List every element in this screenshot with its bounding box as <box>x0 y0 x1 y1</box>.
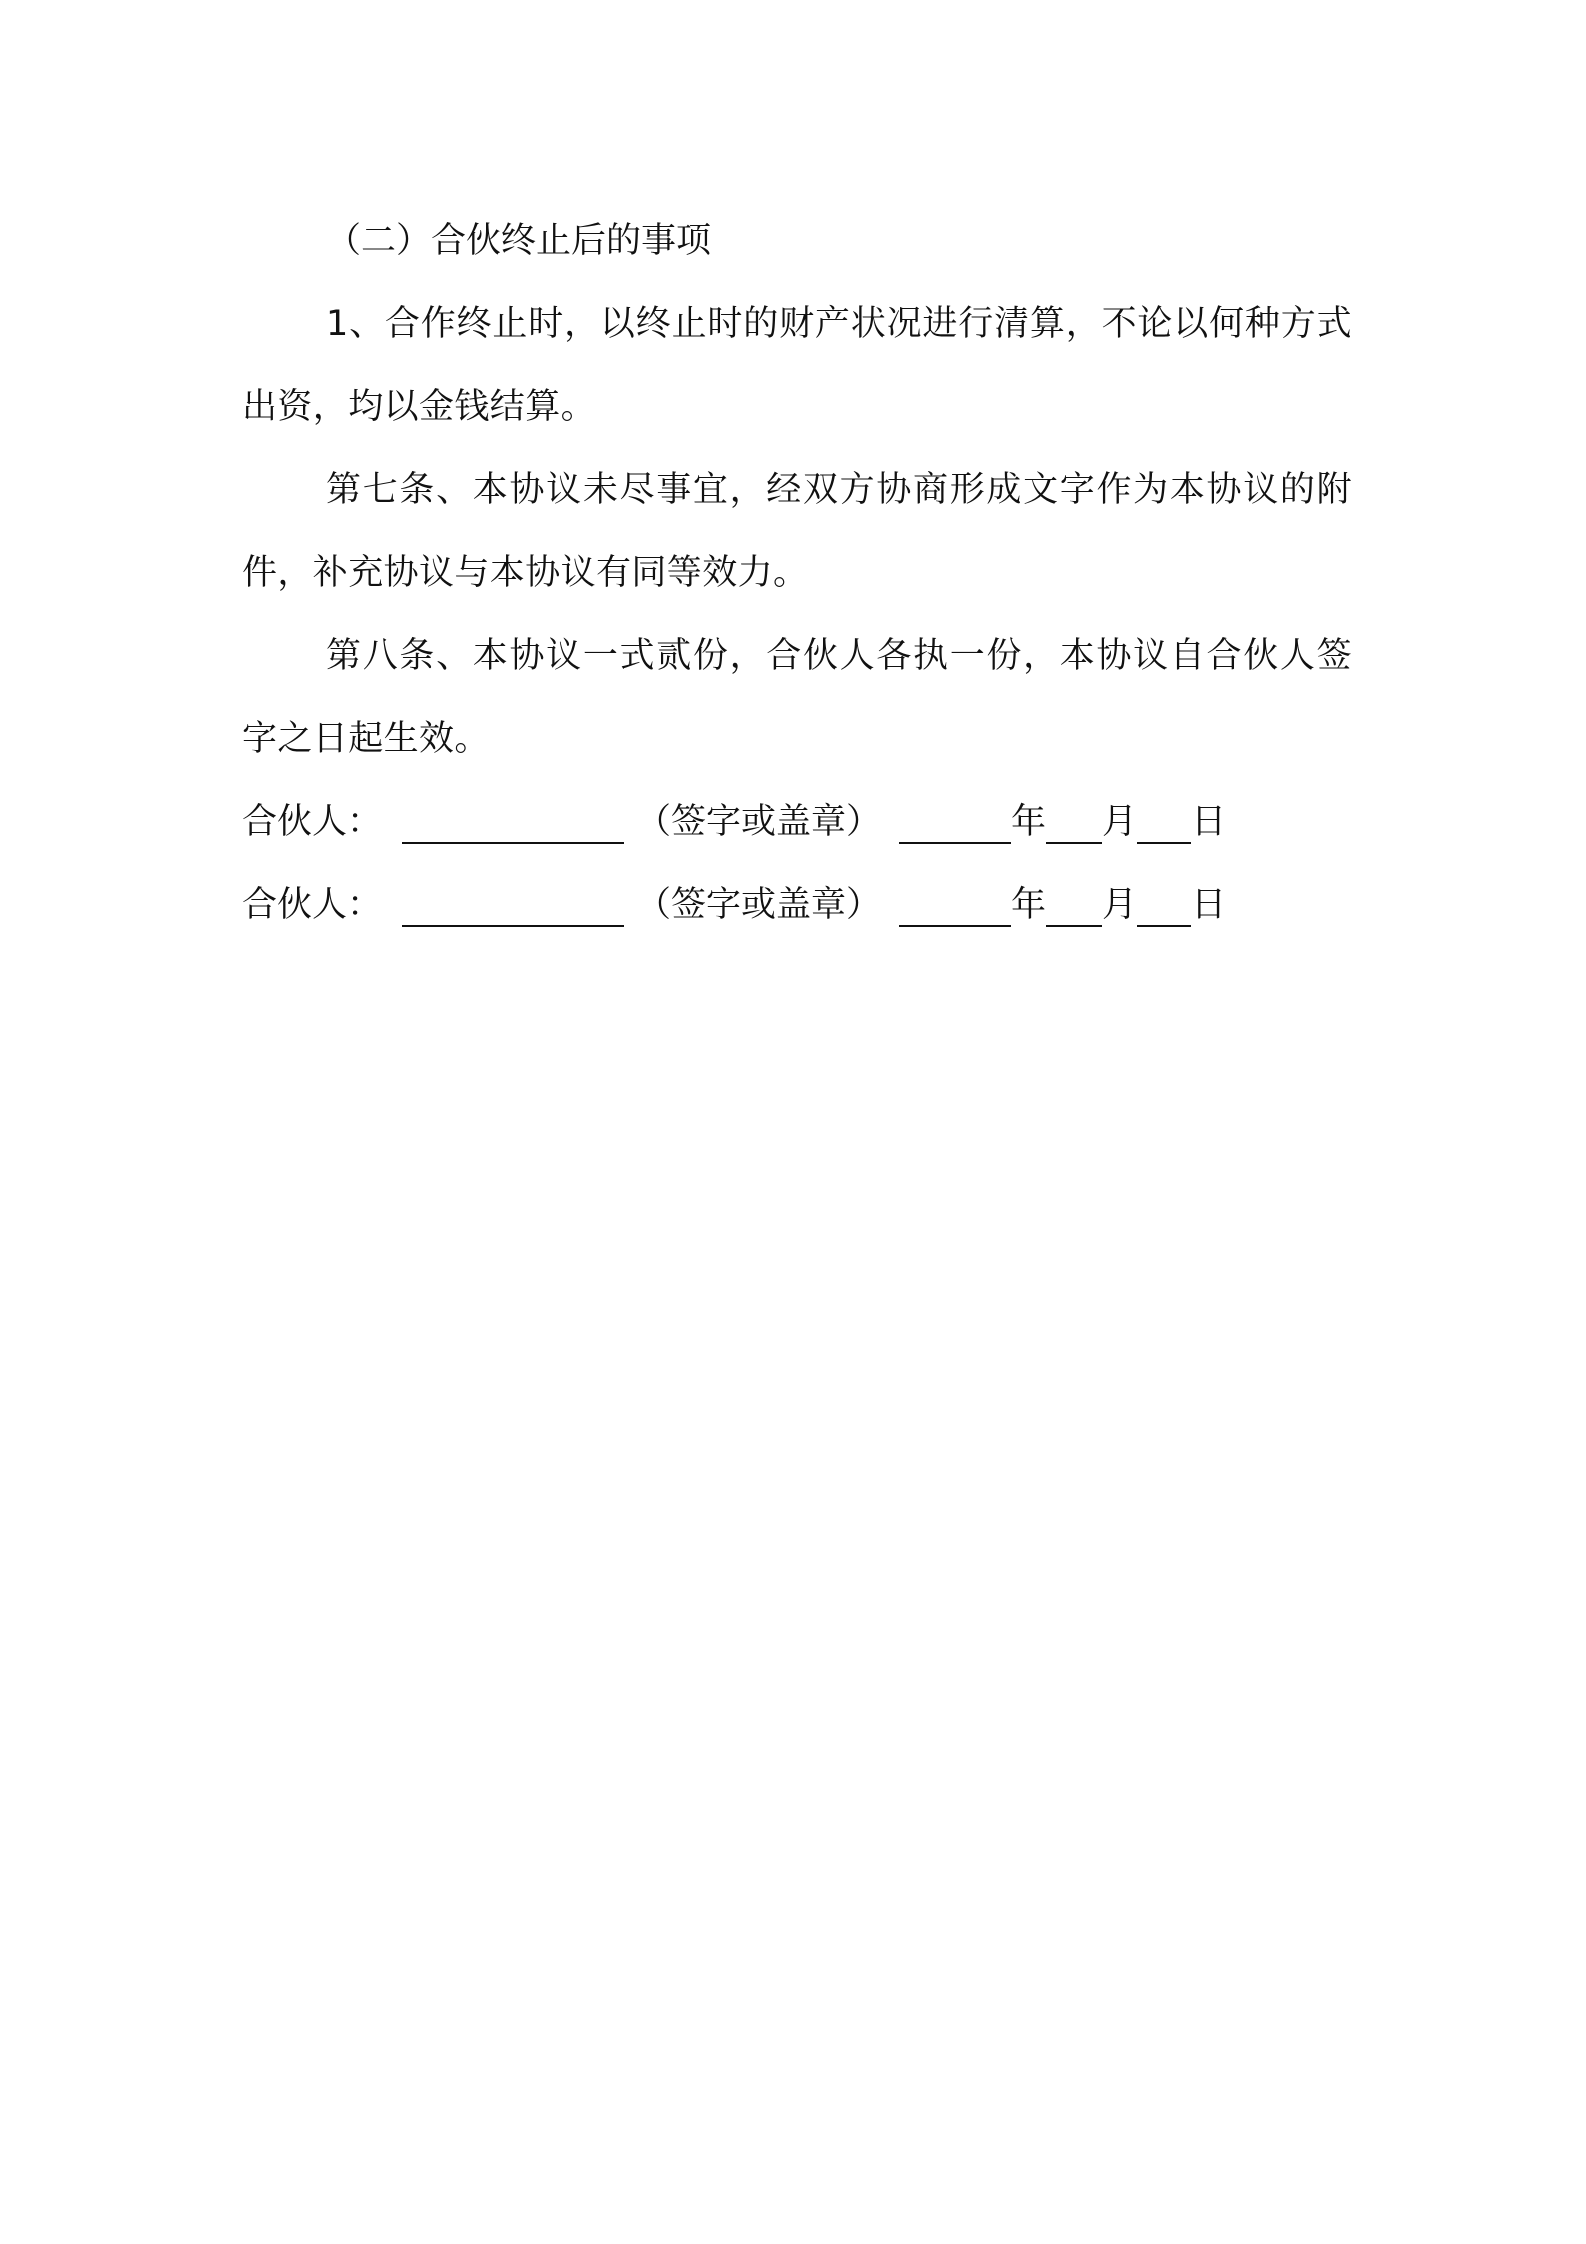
partner-label: 合伙人： <box>242 885 383 925</box>
day-label: 日 <box>1191 802 1227 842</box>
partner-label: 合伙人： <box>242 802 383 842</box>
year-label: 年 <box>1011 802 1047 842</box>
year-blank <box>899 816 1011 844</box>
month-label: 月 <box>1102 885 1138 925</box>
sign-or-seal-note: （签字或盖章） <box>636 802 882 842</box>
year-blank <box>899 899 1011 927</box>
signature-line <box>242 864 1352 947</box>
signature-line <box>242 781 1352 864</box>
paragraph-article-seven: 第七条、本协议未尽事宜，经双方协商形成文字作为本协议的附件，补充协议与本协议有同等效力。 <box>242 470 1352 593</box>
section-heading: （二）合伙终止后的事项 <box>326 221 712 261</box>
sign-or-seal-note: （签字或盖章） <box>636 885 882 925</box>
month-blank <box>1046 899 1102 927</box>
day-label: 日 <box>1191 885 1227 925</box>
year-label: 年 <box>1011 885 1047 925</box>
document-body <box>242 200 1352 947</box>
month-blank <box>1046 816 1102 844</box>
day-blank <box>1137 816 1191 844</box>
paragraph-liquidation: 1、合作终止时，以终止时的财产状况进行清算，不论以何种方式出资，均以金钱结算。 <box>242 304 1352 427</box>
signature-blank <box>402 816 624 844</box>
signature-blank <box>402 899 624 927</box>
day-blank <box>1137 899 1191 927</box>
month-label: 月 <box>1102 802 1138 842</box>
paragraph-article-eight: 第八条、本协议一式贰份，合伙人各执一份，本协议自合伙人签字之日起生效。 <box>242 636 1352 759</box>
